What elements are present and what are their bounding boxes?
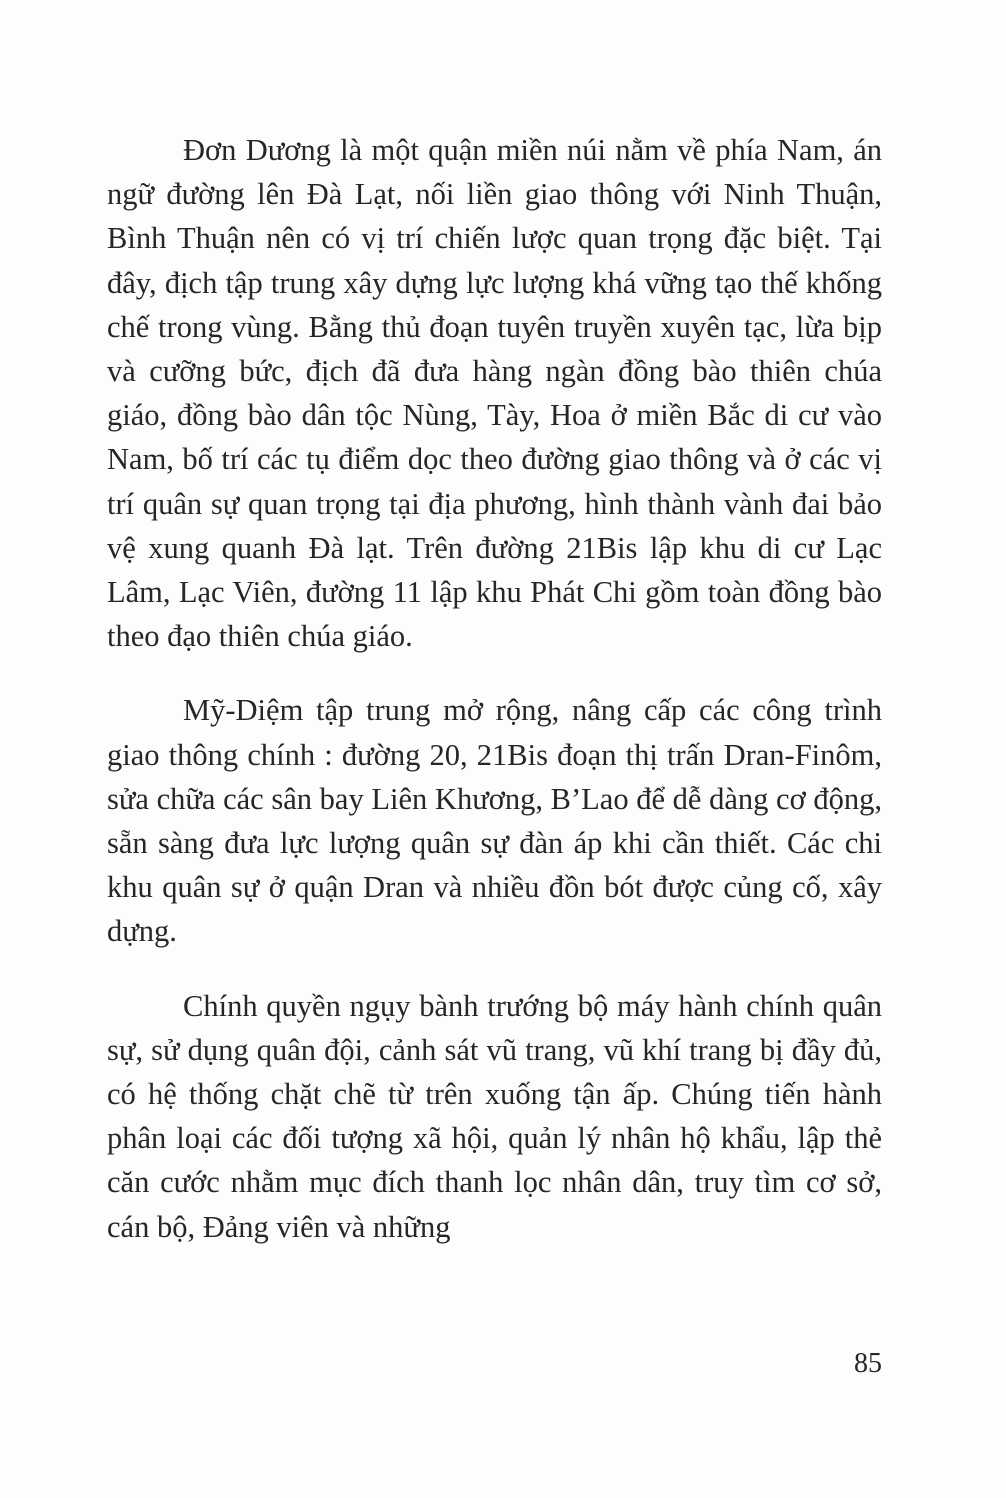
paragraph-3: Chính quyền ngụy bành trướng bộ máy hành chính quân sự, sử dụng quân đội, cảnh sát vũ trang, vũ khí trang bị đầy đủ, có hệ thống chặt chẽ từ trên xuống tận ấp. Chúng tiến hành phân loại các đối tượng xã hội, quản lý nhân hộ khẩu, lập thẻ căn cước nhằm mục đích thanh lọc nhân dân, truy tìm cơ sở, cán bộ, Đảng viên và những <box>107 988 882 1244</box>
paragraph-2: Mỹ-Diệm tập trung mở rộng, nâng cấp các công trình giao thông chính : đường 20, 21Bis đoạn thị trấn Dran-Finôm, sửa chữa các sân bay Liên Khương, B’Lao để dễ dàng cơ động, sẵn sàng đưa lực lượng quân sự đàn áp khi cần thiết. Các chi khu quân sự ở quận Dran và nhiều đồn bót được củng cố, xây dựng. <box>107 693 882 949</box>
body-text <box>107 128 882 1249</box>
page-number: 85 <box>854 1348 882 1379</box>
paragraph-1: Đơn Dương là một quận miền núi nằm về phía Nam, án ngữ đường lên Đà Lạt, nối liền giao thông với Ninh Thuận, Bình Thuận nên có vị trí chiến lược quan trọng đặc biệt. Tại đây, địch tập trung xây dựng lực lượng khá vững tạo thế khống chế trong vùng. Bằng thủ đoạn tuyên truyền xuyên tạc, lừa bịp và cưỡng bức, địch đã đưa hàng ngàn đồng bào thiên chúa giáo, đồng bào dân tộc Nùng, Tày, Hoa ở miền Bắc di cư vào Nam, bố trí các tụ điểm dọc theo đường giao thông và ở các vị trí quân sự quan trọng tại địa phương, hình thành vành đai bảo vệ xung quanh Đà lạt. Trên đường 21Bis lập khu di cư Lạc Lâm, Lạc Viên, đường 11 lập khu Phát Chi gồm toàn đồng bào theo đạo thiên chúa giáo. <box>107 133 882 654</box>
